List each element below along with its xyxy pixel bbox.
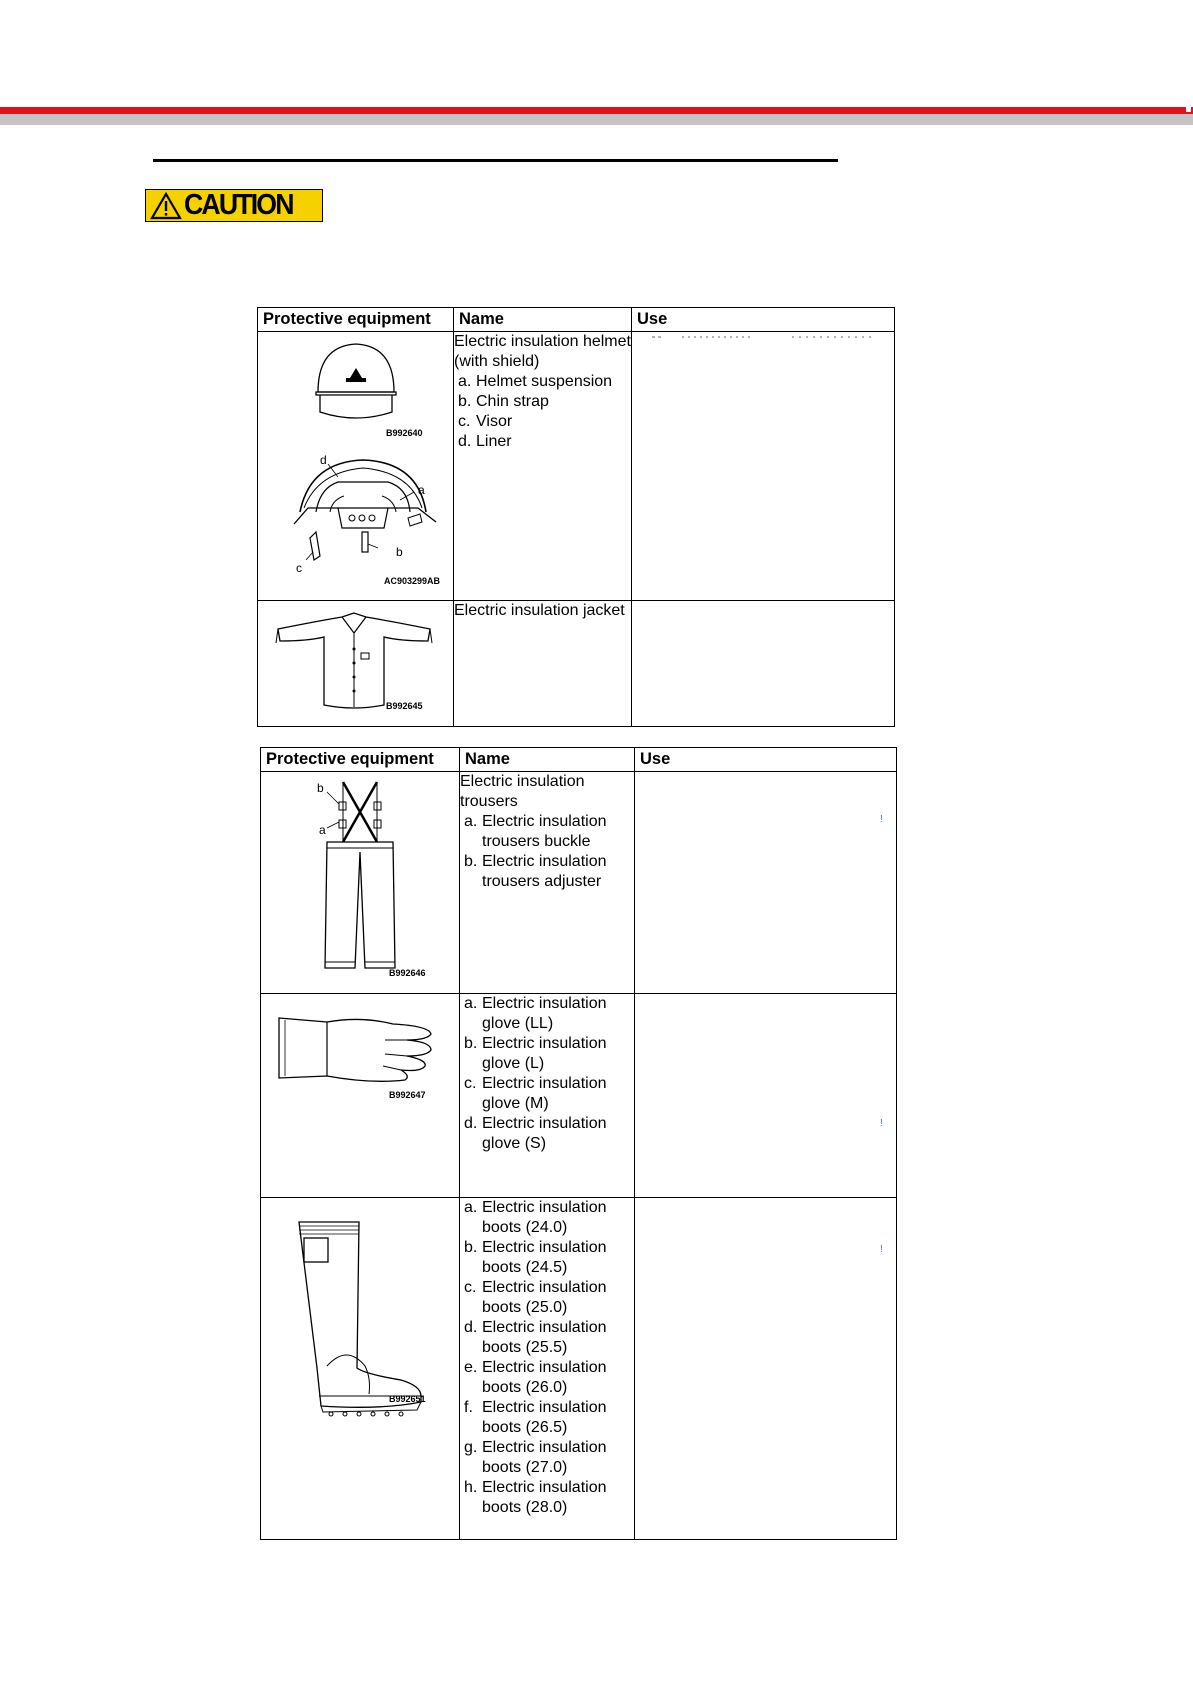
table-row-jacket — [258, 601, 895, 727]
callout-b: b — [396, 545, 403, 559]
figure-code: AC903299AB — [384, 576, 441, 586]
sub-item-list — [460, 994, 634, 1154]
protective-equipment-table-1 — [257, 307, 895, 727]
list-item: d. Electric insulation boots (25.5) — [464, 1319, 607, 1356]
helmet-illustration — [258, 332, 452, 598]
jacket-use-cell — [632, 601, 895, 727]
header-edge-mark — [1186, 103, 1191, 112]
list-item: c. Electric insulation glove (M) — [464, 1075, 607, 1112]
sub-item-list — [454, 372, 631, 452]
header-name: Name — [460, 748, 635, 772]
boot-figure-cell — [261, 1198, 460, 1540]
header-protective-equipment: Protective equipment — [261, 748, 460, 772]
jacket-figure-cell — [258, 601, 454, 727]
faint-mark: ! — [880, 1118, 883, 1129]
header-use: Use — [635, 748, 897, 772]
header-protective-equipment: Protective equipment — [258, 308, 454, 332]
table-row-gloves — [261, 994, 897, 1198]
figure-code: B992646 — [389, 968, 426, 978]
trousers-name-cell — [460, 772, 635, 994]
list-item: g. Electric insulation boots (27.0) — [464, 1439, 607, 1476]
list-item: d. Liner — [458, 433, 512, 450]
list-item: b. Chin strap — [458, 393, 549, 410]
table-row-trousers — [261, 772, 897, 994]
list-item: e. Electric insulation boots (26.0) — [464, 1359, 607, 1396]
section-title-rule — [153, 159, 838, 162]
item-name: Electric insulation trousers — [460, 773, 585, 810]
item-name: Electric insulation jacket — [454, 602, 625, 619]
boot-name-cell — [460, 1198, 635, 1540]
helmet-name-cell — [454, 332, 632, 601]
sub-item-list — [460, 812, 634, 892]
table-header-row — [261, 748, 897, 772]
list-item: a. Electric insulation trousers buckle — [464, 813, 607, 850]
callout-b: b — [317, 781, 324, 795]
glove-use-cell — [635, 994, 897, 1198]
faint-text-remnant — [652, 334, 892, 340]
jacket-name-cell — [454, 601, 632, 727]
jacket-illustration — [258, 601, 452, 725]
faint-mark: ! — [880, 814, 883, 825]
table-row-boots — [261, 1198, 897, 1540]
helmet-use-cell — [632, 332, 895, 601]
warning-triangle-icon — [150, 192, 182, 220]
sub-item-list — [460, 1198, 634, 1518]
list-item: b. Electric insulation trousers adjuster — [464, 853, 607, 890]
trousers-illustration — [261, 772, 458, 992]
list-item: c. Electric insulation boots (25.0) — [464, 1279, 607, 1316]
figure-code: B992645 — [386, 701, 423, 711]
list-item: b. Electric insulation glove (L) — [464, 1035, 607, 1072]
callout-d: d — [320, 453, 327, 467]
glove-name-cell — [460, 994, 635, 1198]
trousers-use-cell — [635, 772, 897, 994]
figure-code: B992647 — [389, 1090, 426, 1100]
callout-a: a — [418, 483, 425, 497]
list-item: h. Electric insulation boots (28.0) — [464, 1479, 607, 1516]
figure-code: B992651 — [389, 1394, 426, 1404]
list-item: a. Electric insulation glove (LL) — [464, 995, 607, 1032]
list-item: b. Electric insulation boots (24.5) — [464, 1239, 607, 1276]
caution-label — [145, 189, 323, 222]
list-item: f. Electric insulation boots (26.5) — [464, 1399, 607, 1436]
header-name: Name — [454, 308, 632, 332]
glove-figure-cell — [261, 994, 460, 1198]
callout-a: a — [319, 823, 326, 837]
callout-c: c — [296, 561, 302, 575]
table-row-helmet — [258, 332, 895, 601]
header-red-band — [0, 107, 1193, 114]
list-item: a. Electric insulation boots (24.0) — [464, 1199, 607, 1236]
caution-text: CAUTION — [184, 189, 293, 221]
faint-mark: ! — [880, 1244, 883, 1255]
boot-illustration — [261, 1198, 458, 1538]
list-item: c. Visor — [458, 413, 513, 430]
header-use: Use — [632, 308, 895, 332]
figure-code: B992640 — [386, 428, 423, 438]
boot-use-cell — [635, 1198, 897, 1540]
item-name: Electric insulation helmet (with shield) — [454, 333, 631, 370]
protective-equipment-table-2 — [260, 747, 897, 1540]
table-header-row — [258, 308, 895, 332]
list-item: d. Electric insulation glove (S) — [464, 1115, 607, 1152]
header-grey-band — [0, 114, 1193, 125]
glove-illustration — [261, 994, 458, 1194]
list-item: a. Helmet suspension — [458, 373, 613, 390]
trousers-figure-cell — [261, 772, 460, 994]
helmet-figure-cell — [258, 332, 454, 601]
